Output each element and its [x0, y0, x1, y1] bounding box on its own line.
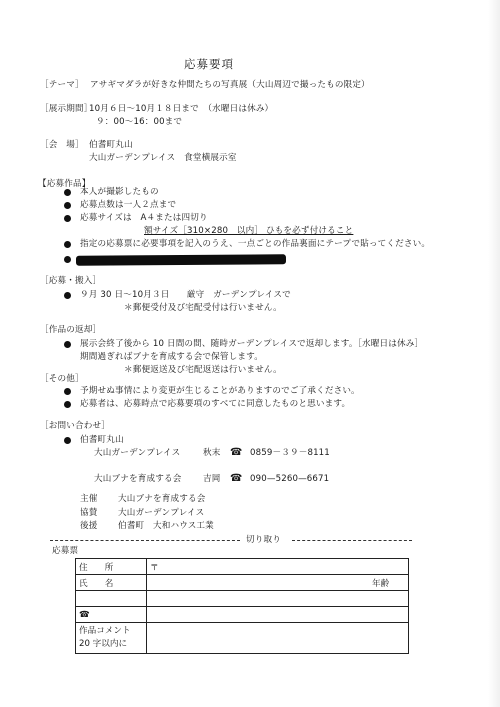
blank-field[interactable] — [147, 591, 409, 607]
phone-field[interactable] — [147, 607, 409, 623]
works-frame-size: 額サイズ［310×280 以内］ ひもを必ず付けること — [144, 226, 354, 236]
period-dates: 10月６日〜10月１８日まで （水曜日は休み） — [89, 104, 274, 114]
cut-line-right — [292, 540, 412, 541]
bullet-icon — [64, 256, 71, 263]
address-field[interactable] — [147, 559, 409, 575]
name-label: 氏 名 — [76, 575, 147, 591]
scan-edge-shadow — [488, 0, 500, 707]
contact-person-1: 秋末 — [203, 448, 221, 458]
works-item-3: 応募サイズは A４または四切り — [80, 213, 208, 223]
works-item-1: 本人が撮影したもの — [80, 187, 159, 197]
phone-icon: ☎ — [230, 447, 243, 458]
other-item-2: 応募者は、応募時点で応募要項のすべてに同意したものと思います。 — [80, 399, 351, 409]
delivery-note: ＊郵便受付及び宅配受付は行いません。 — [124, 303, 282, 313]
bullet-icon — [64, 437, 71, 444]
works-heading: 【応募作品】 — [38, 179, 91, 189]
return-note: ＊郵便返送及び宅配返送は行いません。 — [124, 365, 282, 375]
theme-text: アサギマダラが好きな仲間たちの写真展（大山周辺で撮ったもの限定） — [90, 80, 370, 90]
bullet-icon — [64, 202, 71, 209]
return-heading: ［作品の返却］ — [40, 325, 102, 335]
age-label: 年齢 — [372, 578, 390, 589]
support-names: 伯耆町 大和ハウス工業 — [118, 521, 214, 531]
comment-label-1: 作品コメント — [79, 626, 131, 636]
works-item-2: 応募点数は一人２点まで — [80, 200, 177, 210]
bullet-icon — [64, 292, 71, 299]
form-row-address — [76, 559, 409, 575]
host-label: 主催 — [80, 494, 98, 504]
form-row-name — [76, 575, 409, 591]
address-label: 住 所 — [76, 559, 147, 575]
cut-label: 切り取り — [246, 535, 281, 545]
application-form-table — [75, 558, 409, 654]
venue-label: ［会 場］ — [40, 140, 84, 150]
delivery-heading: ［応募・搬入］ — [40, 276, 102, 286]
contact-person-2: 吉岡 — [203, 474, 221, 484]
phone-label: ☎ — [76, 607, 147, 623]
theme-label: ［テーマ］ — [40, 80, 84, 90]
coop-label: 協賛 — [80, 508, 98, 518]
blank-label-cell — [76, 591, 147, 607]
contact-tel-2: 090—5260—6671 — [250, 474, 330, 484]
bullet-icon — [64, 241, 71, 248]
contact-heading: ［お問い合わせ］ — [40, 421, 110, 431]
bullet-icon — [64, 401, 71, 408]
other-item-1: 予期せぬ事情により変更が生じることがありますのでご了承ください。 — [80, 386, 360, 396]
postal-mark: 〒 — [150, 562, 159, 573]
host-name: 大山ブナを育成する会 — [118, 494, 206, 504]
period-label: ［展示期間］ — [40, 104, 93, 114]
form-row-blank — [76, 591, 409, 607]
other-heading: ［その他］ — [40, 374, 84, 384]
cut-line-left — [50, 540, 240, 541]
redacted-text-bar — [76, 254, 286, 265]
bullet-icon — [64, 341, 71, 348]
page-title: 応募要項 — [184, 57, 234, 71]
comment-label-cell — [76, 623, 147, 654]
contact-org-2: 大山ブナを育成する会 — [94, 474, 182, 484]
return-item-1: 展示会終了後から 10 日間の間、随時ガーデンプレイスで返却します。［水曜日は休み］ — [80, 339, 424, 349]
phone-icon: ☎ — [230, 473, 243, 484]
venue-town: 伯耆町丸山 — [89, 140, 133, 150]
comment-field[interactable] — [147, 623, 409, 654]
bullet-icon — [64, 215, 71, 222]
form-row-phone — [76, 607, 409, 623]
comment-label-2: 20 字以内に — [79, 639, 128, 649]
period-hours: ９：00〜16：00まで — [96, 117, 183, 127]
bullet-icon — [64, 388, 71, 395]
contact-town: 伯耆町丸山 — [80, 435, 124, 445]
works-item-4: 指定の応募票に必要事項を記入のうえ、一点ごとの作品裏面にテープで貼ってください。 — [80, 239, 431, 249]
bullet-icon — [64, 189, 71, 196]
return-storage: 期間過ぎればブナを育成する会で保管します。 — [80, 352, 263, 362]
coop-name: 大山ガーデンプレイス — [118, 508, 205, 518]
contact-tel-1: 0859－３９－8111 — [250, 448, 330, 458]
venue-room: 大山ガーデンプレイス 食堂横展示室 — [89, 153, 237, 163]
form-row-comment — [76, 623, 409, 654]
contact-org-1: 大山ガーデンプレイス — [94, 448, 181, 458]
name-field[interactable] — [147, 575, 409, 591]
delivery-dates: ９月 30 日〜10月３日 厳守 ガーデンプレイスで — [80, 290, 291, 300]
support-label: 後援 — [80, 521, 98, 531]
form-heading: 応募票 — [52, 546, 79, 556]
